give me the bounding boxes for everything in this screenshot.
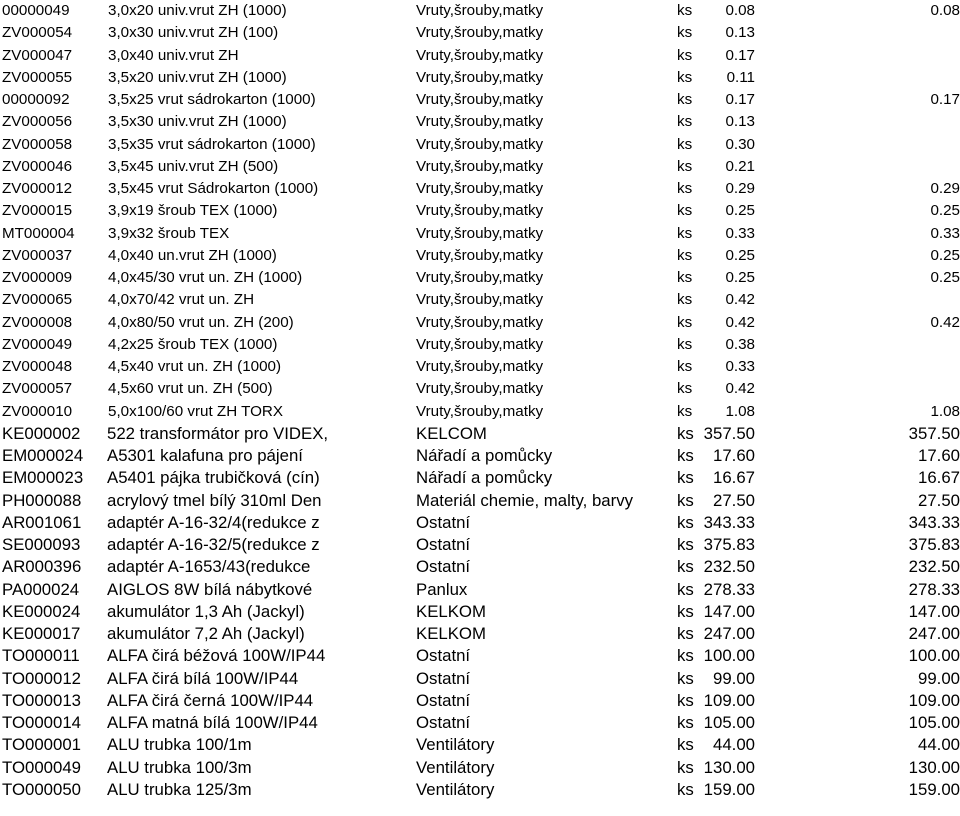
- table-row: [0, 467, 960, 489]
- table-row: [0, 289, 960, 311]
- table-row: [0, 312, 960, 334]
- item-total: 0.25: [930, 202, 960, 220]
- table-row: [0, 156, 960, 178]
- table-row: [0, 757, 960, 779]
- item-name: akumulátor 7,2 Ah (Jackyl): [107, 624, 305, 643]
- item-unit: ks: [677, 468, 694, 488]
- table-row: [0, 356, 960, 378]
- item-unit: ks: [677, 68, 693, 86]
- item-price: 0.13: [725, 113, 755, 131]
- item-category: Vruty,šrouby,matky: [416, 291, 544, 309]
- item-total: 100.00: [908, 646, 960, 666]
- item-code: TO000013: [2, 690, 81, 710]
- item-name: 4,0x70/42 vrut un. ZH: [108, 291, 255, 309]
- item-name: 4,0x40 un.vrut ZH (1000): [108, 246, 277, 264]
- table-row: [0, 89, 960, 111]
- item-price: 0.17: [725, 91, 755, 108]
- item-category: Vruty,šrouby,matky: [416, 224, 544, 242]
- item-name: ALFA matná bílá 100W/IP44: [107, 713, 318, 732]
- table-row: [0, 712, 960, 734]
- item-name: ALFA čirá bílá 100W/IP44: [107, 668, 299, 688]
- item-total: 99.00: [918, 668, 960, 688]
- item-unit: ks: [677, 624, 694, 643]
- item-unit: ks: [677, 224, 693, 242]
- item-unit: ks: [677, 423, 694, 443]
- item-name: acrylový tmel bílý 310ml Den: [107, 490, 322, 510]
- item-total: 375.83: [908, 535, 960, 554]
- table-row: [0, 668, 960, 690]
- item-total: 0.08: [930, 2, 960, 19]
- item-code: ZV000010: [2, 402, 73, 420]
- item-unit: ks: [677, 46, 693, 64]
- item-price: 147.00: [703, 601, 755, 621]
- item-category: Vruty,šrouby,matky: [416, 24, 544, 42]
- item-unit: ks: [677, 446, 694, 465]
- item-total: 44.00: [918, 735, 960, 755]
- item-name: AIGLOS 8W bílá nábytkové: [107, 579, 313, 599]
- item-price: 0.29: [725, 180, 755, 197]
- item-code: KE000024: [2, 601, 81, 621]
- item-price: 0.42: [725, 313, 755, 331]
- item-code: EM000023: [2, 468, 84, 488]
- item-category: Ventilátory: [416, 779, 495, 799]
- table-row: [0, 601, 960, 623]
- item-unit: ks: [677, 668, 694, 688]
- table-row: [0, 67, 960, 89]
- item-code: 00000092: [2, 91, 70, 108]
- item-code: ZV000058: [2, 135, 73, 153]
- item-total: 27.50: [918, 490, 960, 510]
- item-unit: ks: [677, 535, 694, 554]
- item-category: KELKOM: [416, 601, 486, 621]
- item-unit: ks: [677, 2, 693, 19]
- item-price: 0.13: [725, 24, 755, 42]
- item-category: Ostatní: [416, 713, 471, 732]
- item-unit: ks: [677, 291, 693, 309]
- item-price: 375.83: [703, 535, 755, 554]
- item-price: 1.08: [725, 402, 755, 420]
- item-total: 159.00: [908, 779, 960, 799]
- item-price: 0.38: [725, 335, 755, 353]
- item-category: Vruty,šrouby,matky: [416, 157, 544, 175]
- item-unit: ks: [677, 380, 693, 398]
- table-row: [0, 690, 960, 712]
- item-total: 0.17: [930, 91, 960, 108]
- item-category: KELCOM: [416, 423, 487, 443]
- item-name: 3,5x45 univ.vrut ZH (500): [108, 157, 279, 175]
- table-row: [0, 22, 960, 44]
- item-unit: ks: [677, 157, 693, 175]
- item-code: TO000049: [2, 757, 81, 777]
- item-category: Vruty,šrouby,matky: [416, 246, 544, 264]
- item-price: 0.21: [725, 157, 755, 175]
- item-name: 3,5x20 univ.vrut ZH (1000): [108, 68, 287, 86]
- item-price: 0.30: [725, 135, 755, 153]
- item-name: A5301 kalafuna pro pájení: [107, 446, 303, 465]
- item-code: ZV000057: [2, 380, 73, 398]
- item-name: ALFA čirá černá 100W/IP44: [107, 690, 314, 710]
- item-price: 278.33: [703, 579, 755, 599]
- item-code: ZV000054: [2, 24, 73, 42]
- table-row: [0, 512, 960, 534]
- item-unit: ks: [677, 358, 693, 375]
- item-code: ZV000015: [2, 202, 73, 220]
- item-code: ZV000049: [2, 335, 73, 353]
- table-row: [0, 45, 960, 67]
- item-name: 4,2x25 šroub TEX (1000): [108, 335, 278, 353]
- item-name: 5,0x100/60 vrut ZH TORX: [108, 402, 284, 420]
- item-category: Vruty,šrouby,matky: [416, 180, 544, 197]
- item-price: 0.33: [725, 224, 755, 242]
- item-code: TO000012: [2, 668, 81, 688]
- item-price: 0.08: [725, 2, 755, 19]
- item-price: 109.00: [703, 690, 755, 710]
- item-name: adaptér A-1653/43(redukce: [107, 557, 311, 577]
- item-total: 16.67: [918, 468, 960, 488]
- item-code: ZV000046: [2, 157, 73, 175]
- item-unit: ks: [677, 246, 693, 264]
- item-total: 278.33: [908, 579, 960, 599]
- item-name: 4,5x40 vrut un. ZH (1000): [108, 358, 282, 375]
- table-row: [0, 334, 960, 356]
- item-price: 130.00: [703, 757, 755, 777]
- item-code: ZV000056: [2, 113, 73, 131]
- table-row: [0, 623, 960, 645]
- item-total: 105.00: [908, 713, 960, 732]
- item-code: KE000017: [2, 624, 81, 643]
- item-name: ALU trubka 100/1m: [107, 735, 252, 755]
- item-price: 44.00: [713, 735, 755, 755]
- item-price: 0.17: [725, 46, 755, 64]
- item-category: Ostatní: [416, 535, 471, 554]
- item-code: TO000050: [2, 779, 81, 799]
- item-category: Ventilátory: [416, 735, 495, 755]
- item-price: 99.00: [713, 668, 755, 688]
- table-row: [0, 223, 960, 245]
- item-total: 0.29: [930, 180, 960, 197]
- table-row: [0, 267, 960, 289]
- item-code: ZV000055: [2, 68, 73, 86]
- item-category: Ostatní: [416, 646, 471, 666]
- item-code: 00000049: [2, 2, 70, 19]
- item-unit: ks: [677, 180, 693, 197]
- item-code: EM000024: [2, 446, 84, 465]
- item-category: Vruty,šrouby,matky: [416, 113, 544, 131]
- item-code: ZV000012: [2, 180, 73, 197]
- item-category: KELKOM: [416, 624, 486, 643]
- item-unit: ks: [677, 713, 694, 732]
- item-price: 159.00: [703, 779, 755, 799]
- item-name: 3,5x30 univ.vrut ZH (1000): [108, 113, 287, 131]
- table-row: [0, 111, 960, 133]
- item-price: 0.25: [725, 202, 755, 220]
- item-code: ZV000008: [2, 313, 73, 331]
- item-unit: ks: [677, 557, 694, 577]
- item-total: 130.00: [908, 757, 960, 777]
- item-category: Ostatní: [416, 512, 471, 532]
- item-category: Vruty,šrouby,matky: [416, 2, 544, 19]
- table-row: [0, 200, 960, 222]
- item-total: 357.50: [908, 423, 960, 443]
- item-name: 4,0x80/50 vrut un. ZH (200): [108, 313, 294, 331]
- item-price: 0.11: [726, 68, 755, 86]
- item-total: 1.08: [930, 402, 960, 420]
- table-row: [0, 579, 960, 601]
- item-category: Vruty,šrouby,matky: [416, 91, 544, 108]
- item-category: Vruty,šrouby,matky: [416, 358, 544, 375]
- item-price: 0.42: [725, 291, 755, 309]
- table-row: [0, 645, 960, 667]
- item-category: Vruty,šrouby,matky: [416, 135, 544, 153]
- item-category: Nářadí a pomůcky: [416, 468, 553, 488]
- item-name: 3,0x30 univ.vrut ZH (100): [108, 24, 279, 42]
- item-code: TO000014: [2, 713, 81, 732]
- item-price: 0.42: [725, 380, 755, 398]
- item-price: 17.60: [713, 446, 755, 465]
- item-price: 232.50: [703, 557, 755, 577]
- item-name: ALFA čirá béžová 100W/IP44: [107, 646, 326, 666]
- item-unit: ks: [677, 757, 694, 777]
- item-price: 0.25: [725, 246, 755, 264]
- item-code: KE000002: [2, 423, 81, 443]
- item-name: ALU trubka 100/3m: [107, 757, 252, 777]
- item-name: A5401 pájka trubičková (cín): [107, 468, 320, 488]
- item-name: 4,0x45/30 vrut un. ZH (1000): [108, 269, 303, 286]
- item-total: 0.25: [930, 269, 960, 286]
- item-unit: ks: [677, 512, 694, 532]
- item-unit: ks: [677, 91, 693, 108]
- item-unit: ks: [677, 335, 693, 353]
- item-unit: ks: [677, 269, 693, 286]
- item-code: PH000088: [2, 490, 82, 510]
- item-name: 4,5x60 vrut un. ZH (500): [108, 380, 273, 398]
- item-unit: ks: [677, 690, 694, 710]
- item-code: PA000024: [2, 579, 80, 599]
- item-name: 3,5x45 vrut Sádrokarton (1000): [108, 180, 319, 197]
- item-name: 3,9x32 šroub TEX: [108, 224, 230, 242]
- item-name: ALU trubka 125/3m: [107, 779, 252, 799]
- item-code: TO000001: [2, 735, 81, 755]
- item-code: MT000004: [2, 224, 75, 242]
- table-row: [0, 445, 960, 467]
- item-unit: ks: [677, 779, 694, 799]
- item-unit: ks: [677, 202, 693, 220]
- item-unit: ks: [677, 135, 693, 153]
- table-row: [0, 734, 960, 756]
- item-price: 0.33: [725, 358, 755, 375]
- item-category: Vruty,šrouby,matky: [416, 313, 544, 331]
- item-code: AR000396: [2, 557, 82, 577]
- item-total: 109.00: [908, 690, 960, 710]
- item-category: Vruty,šrouby,matky: [416, 269, 544, 286]
- item-code: ZV000009: [2, 269, 73, 286]
- table-row: [0, 245, 960, 267]
- item-category: Ostatní: [416, 557, 471, 577]
- item-price: 357.50: [703, 423, 755, 443]
- item-category: Panlux: [416, 579, 468, 599]
- item-code: TO000011: [2, 646, 80, 666]
- table-row: [0, 0, 960, 22]
- table-row: [0, 556, 960, 578]
- item-total: 17.60: [918, 446, 960, 465]
- item-unit: ks: [677, 646, 694, 666]
- item-code: ZV000047: [2, 46, 73, 64]
- item-price: 343.33: [703, 512, 755, 532]
- item-price: 247.00: [703, 624, 755, 643]
- item-category: Vruty,šrouby,matky: [416, 402, 544, 420]
- item-unit: ks: [677, 24, 693, 42]
- item-category: Vruty,šrouby,matky: [416, 68, 544, 86]
- table-row: [0, 378, 960, 400]
- item-code: ZV000065: [2, 291, 73, 309]
- item-unit: ks: [677, 601, 694, 621]
- table-row: [0, 134, 960, 156]
- item-total: 0.25: [930, 246, 960, 264]
- table-row: [0, 534, 960, 556]
- item-price: 27.50: [713, 490, 755, 510]
- item-name: 3,0x40 univ.vrut ZH: [108, 46, 239, 64]
- item-name: adaptér A-16-32/5(redukce z: [107, 535, 320, 554]
- item-total: 0.42: [930, 313, 960, 331]
- item-name: 3,5x35 vrut sádrokarton (1000): [108, 135, 316, 153]
- item-code: ZV000048: [2, 358, 73, 375]
- item-name: 522 transformátor pro VIDEX,: [107, 423, 329, 443]
- item-category: Vruty,šrouby,matky: [416, 335, 544, 353]
- table-row: [0, 490, 960, 512]
- item-total: 343.33: [908, 512, 960, 532]
- table-row: [0, 423, 960, 445]
- item-price: 105.00: [703, 713, 755, 732]
- item-name: 3,9x19 šroub TEX (1000): [108, 202, 278, 220]
- item-code: AR001061: [2, 512, 82, 532]
- item-name: 3,0x20 univ.vrut ZH (1000): [108, 2, 287, 19]
- item-name: adaptér A-16-32/4(redukce z: [107, 512, 320, 532]
- item-total: 247.00: [908, 624, 960, 643]
- item-name: akumulátor 1,3 Ah (Jackyl): [107, 601, 305, 621]
- item-category: Ostatní: [416, 668, 471, 688]
- item-unit: ks: [677, 735, 694, 755]
- item-name: 3,5x25 vrut sádrokarton (1000): [108, 91, 316, 108]
- table-row: [0, 779, 960, 801]
- item-category: Nářadí a pomůcky: [416, 446, 553, 465]
- item-category: Vruty,šrouby,matky: [416, 202, 544, 220]
- item-total: 147.00: [908, 601, 960, 621]
- item-unit: ks: [677, 490, 694, 510]
- item-category: Materiál chemie, malty, barvy: [416, 490, 633, 510]
- item-category: Ventilátory: [416, 757, 495, 777]
- table-row: [0, 178, 960, 200]
- item-category: Vruty,šrouby,matky: [416, 46, 544, 64]
- item-category: Ostatní: [416, 690, 471, 710]
- item-total: 232.50: [908, 557, 960, 577]
- item-unit: ks: [677, 579, 694, 599]
- item-price: 16.67: [713, 468, 755, 488]
- item-code: SE000093: [2, 535, 81, 554]
- item-price: 0.25: [725, 269, 755, 286]
- item-unit: ks: [677, 402, 693, 420]
- item-price: 100.00: [703, 646, 755, 666]
- item-category: Vruty,šrouby,matky: [416, 380, 544, 398]
- item-unit: ks: [677, 313, 693, 331]
- item-unit: ks: [677, 113, 693, 131]
- table-row: [0, 401, 960, 423]
- item-code: ZV000037: [2, 246, 73, 264]
- item-total: 0.33: [930, 224, 960, 242]
